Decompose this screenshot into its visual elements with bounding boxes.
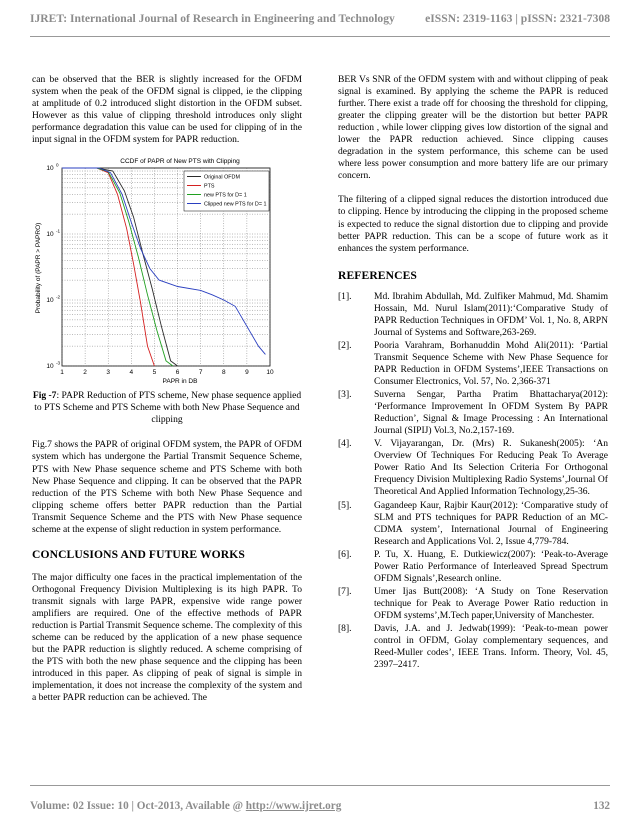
x-tick-label: 9 — [245, 369, 249, 377]
x-tick-label: 5 — [152, 369, 157, 377]
y-tick-label: 10 — [46, 363, 54, 371]
caption-text: : PAPR Reduction of PTS scheme, New phase sequence applied to PTS Scheme and PTS Scheme with both New Phase Sequence and clipping — [34, 390, 302, 426]
y-tick-exponent: -1 — [56, 228, 61, 234]
page-footer — [30, 800, 610, 812]
journal-link[interactable]: http://www.ijret.org — [245, 800, 342, 812]
x-tick-label: 8 — [221, 369, 226, 377]
x-tick-label: 6 — [175, 369, 180, 377]
chart-ylabel: Probability of (PAPR > PAPRO) — [35, 222, 42, 314]
right-paragraph-2: The filtering of a clipped signal reduces the distortion introduced due to clipping. Hence by introducing the clipping in the proposed scheme is expected to reduce the signal distortion due to clipping and provide better PAPR reduction. This can be a scope of future work as it enhances the system performance. — [338, 194, 608, 254]
figure-caption — [32, 390, 302, 426]
chart-legend — [184, 171, 269, 211]
header-rule — [30, 36, 610, 37]
reference-item: [8]. Davis, J.A. and J. Jedwab(1999): ‘Peak-to-mean power control in OFDM, Golay complementary sequences, and Reed-Muller codes’, IEEE Trans. Inform. Theory, Vol. 45, 2397–2417. — [338, 622, 608, 671]
chart-xlabel: PAPR in DB — [162, 378, 198, 386]
reference-item: [2]. Pooria Varahram, Borhanuddin Mohd Ali(2011): ‘Partial Transmit Sequence Scheme with New Phase Sequence for PAPR Reduction in OFDM Systems’,IEEE Transactions on Consumer Electronics, Vol. 57, No. 2,366-371 — [338, 339, 608, 388]
left-paragraph-3: The major difficulty one faces in the practical implementation of the Orthogonal Frequency Division Multiplexing is its high PAPR. To transmit signals with large PAPR, expensive wide range power amplifiers are required. One of the effective methods of PAPR reduction is Partial Transmit Sequence scheme. The complexity of this scheme can be reduced by the application of a new phase sequence but the PAPR reduction is slightly reduced. A scheme comprising of the PTS with both the new phase sequence and the clipping has been introduced in this paper. As clipping of peak of signal is simple in implementation, it does not increase the complexity of the system and a better PAPR reduction can be achieved. The — [32, 571, 302, 704]
legend-entry: Original OFDM — [204, 174, 240, 181]
page-header — [30, 12, 610, 25]
reference-item: [7]. Umer Ijas Butt(2008): ‘A Study on Tone Reservation technique for Peak to Average Power Ratio reduction in OFDM systems’,M.Tech paper,University of Manchester. — [338, 585, 608, 621]
footer-volume: Volume: 02 Issue: 10 | Oct-2013, Available @ — [30, 800, 246, 812]
page-number: 132 — [593, 800, 610, 812]
y-tick-label: 10 — [46, 231, 54, 239]
ccdf-chart — [32, 154, 302, 386]
left-column — [32, 74, 302, 704]
legend-entry: new PTS for D= 1 — [204, 192, 247, 199]
x-tick-label: 4 — [129, 369, 134, 377]
reference-item: [6]. P. Tu, X. Huang, E. Dutkiewicz(2007): ‘Peak-to-Average Power Ratio Performance of Interleaved Spread Spectrum OFDM Signals’,Research online. — [338, 548, 608, 584]
references-heading: REFERENCES — [338, 268, 417, 282]
y-tick-exponent: 0 — [56, 162, 59, 168]
conclusions-heading: CONCLUSIONS AND FUTURE WORKS — [32, 547, 245, 561]
left-paragraph-1: can be observed that the BER is slightly increased for the OFDM system when the peak of the OFDM signal is clipped, ie the clipping at amplitude of 0.2 introduced slight distortion in the OFDM subset. However as this value of clipping threshold introduces only slight performance degradation this value can be used for clipping of in the input signal in the OFDM system for PAPR reduction. — [32, 74, 302, 146]
caption-label: Fig -7 — [32, 390, 57, 402]
reference-item: [5]. Gagandeep Kaur, Rajbir Kaur(2012): ‘Comparative study of SLM and PTS techniques for PAPR Reduction of an MC-CDMA system’, International Journal of Engineering Research and Applications Vol. 2, Issue 4,779-784. — [338, 499, 608, 547]
issn-info: eISSN: 2319-1163 | pISSN: 2321-7308 — [425, 12, 610, 25]
reference-item: [4]. V. Vijayarangan, Dr. (Mrs) R. Sukanesh(2005): ‘An Overview Of Techniques For Reducing Peak To Average Power Ratio And Its Selection Criteria For Orthogonal Frequency Division Multiplexing Radio Systems’,Journal Of Theoretical And Applied Information Technology,25-36. — [338, 438, 608, 498]
right-column — [338, 74, 608, 672]
y-tick-exponent: -3 — [56, 360, 61, 366]
legend-entry: PTS — [204, 183, 215, 190]
left-paragraph-2: Fig.7 shows the PAPR of original OFDM system, the PAPR of OFDM system which has undergone the Partial Transmit Sequence Scheme, PTS with New Phase sequence scheme and PTS Scheme with both New Phase Sequence and clipping. It can be observed that the PAPR reduction of the PTS Scheme with both New Phase Sequence and clipping scheme offers better PAPR reduction than the Partial Transmit Sequence Scheme and the PTS with New Phase sequence scheme at the expense of slight reduction in system performance. — [32, 439, 302, 535]
chart-title: CCDF of PAPR of New PTS with Clipping — [120, 158, 240, 166]
legend-entry: Clipped new PTS for D= 1 — [204, 201, 267, 208]
reference-item: [3]. Suverna Sengar, Partha Pratim Bhattacharya(2012): ‘Performance Improvement In OFDM System By PAPR Reduction’, Signal & Image Processing : An International Journal (SIPIJ) Vol.3, No.2,157-169. — [338, 389, 608, 437]
y-tick-exponent: -2 — [56, 294, 61, 300]
y-tick-label: 10 — [46, 165, 54, 173]
reference-item: [1]. Md. Ibrahim Abdullah, Md. Zulfiker Mahmud, Md. Shamim Hossain, Md. Nurul Islam(2011):‘Comparative Study of PAPR Reduction Techniques in OFDM’ Vol. 1, No. 8, ARPN Journal of Systems and Software,263-269. — [338, 290, 608, 338]
x-tick-label: 7 — [198, 369, 203, 377]
x-tick-label: 1 — [60, 369, 64, 377]
figure-7 — [32, 154, 302, 386]
journal-title: IJRET: International Journal of Research in Engineering and Technology — [30, 12, 395, 25]
footer-rule — [30, 785, 610, 786]
y-tick-label: 10 — [46, 297, 54, 305]
x-tick-label: 3 — [106, 369, 111, 377]
x-tick-label: 10 — [266, 369, 274, 377]
references-list — [338, 291, 608, 671]
right-paragraph-1: BER Vs SNR of the OFDM system with and without clipping of peak signal is examined. By applying the scheme the PAPR is reduced further. There exist a trade off for choosing the threshold for clipping, greater the clipping greater will be the distortion but better PAPR reduction , while lower clipping gives low distortion of the signal and lower the PAPR reduction achieved. Since clipping causes degradation in the system performance, this scheme can be used where less power consumption and more battery life are our primary concern. — [338, 74, 608, 182]
x-tick-label: 2 — [83, 369, 87, 377]
